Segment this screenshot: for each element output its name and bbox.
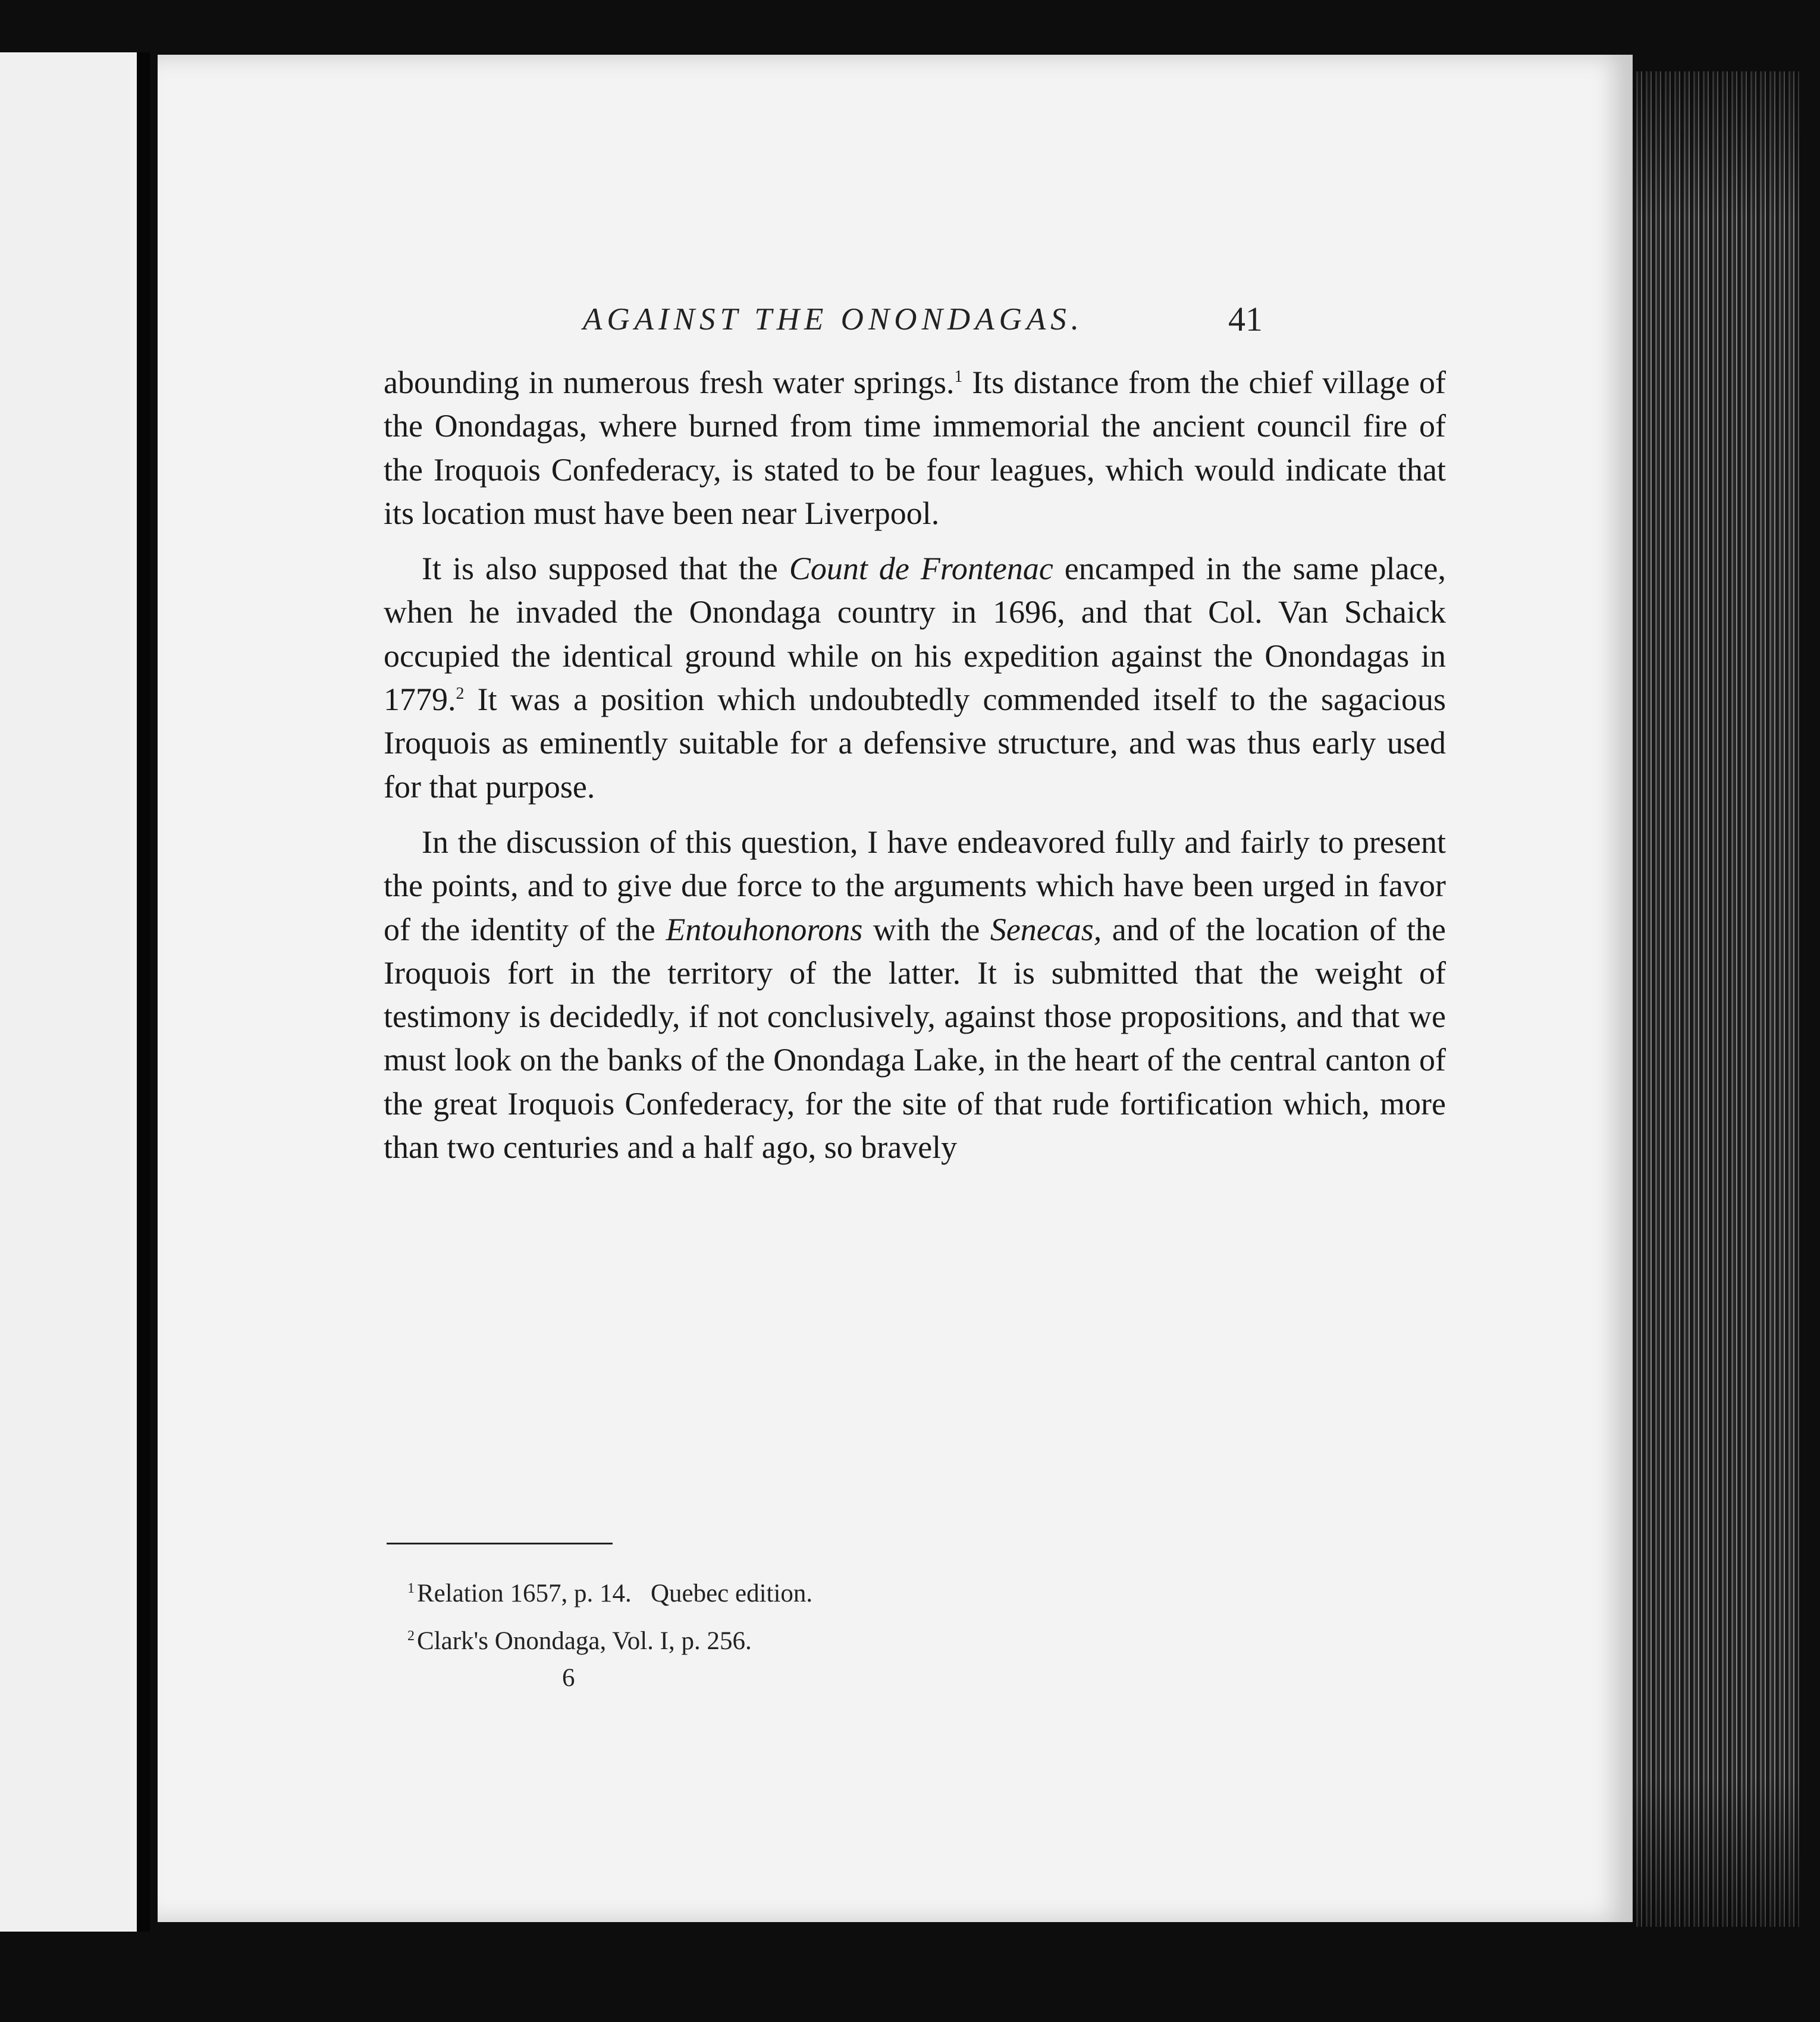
signature-mark: 6 (562, 1664, 575, 1692)
italic-name: Count de Frontenac (789, 551, 1053, 587)
facing-page-edge (0, 52, 150, 1932)
book-page (158, 55, 1633, 1922)
footnotes (407, 1570, 1240, 1665)
paragraph-3: In the discussion of this question, I have endeavored fully and fairly to present the points, and to give due force to the arguments which have been urged in favor of the identity of the Entouhonorons with the Senecas, and of the location of the Iroquois fort in the territory of the latter. It is submitted that the weight of testimony is decidedly, if not conclusively, against those propositions, and that we must look on the banks of the Onondaga Lake, in the heart of the central canton of the great Iroquois Confederacy, for the site of that rude fortification which, more than two centuries and a half ago, so bravely (384, 824, 1446, 1166)
running-head: AGAINST THE ONONDAGAS. (583, 302, 1084, 337)
page-header (158, 302, 1633, 349)
italic-name: Senecas, (990, 911, 1102, 947)
page-number: 41 (1228, 300, 1263, 338)
footnote-2: $^2$Clark's Onondaga, Vol. I, p. 256. (407, 1627, 752, 1655)
book-fore-edge (1633, 71, 1799, 1927)
footnote-ref-2: 2 (456, 685, 465, 704)
italic-name: Entouhonorons (666, 911, 863, 947)
body-text (384, 361, 1446, 1169)
footnote-1: $^1$Relation 1657, p. 14. Quebec edition. (407, 1580, 813, 1607)
footnote-ref-1: 1 (954, 368, 963, 386)
footnote-rule (387, 1543, 613, 1544)
paragraph-2: It is also supposed that the Count de Frontenac encamped in the same place, when he invaded the Onondaga country in 1696, and that Col. Van Schaick occupied the identical ground while on his expedition against the Onondagas in 1779.$^2$ It was a position which undoubtedly commended itself to the sagacious Iroquois as eminently suitable for a defensive structure, and was thus early used for that purpose. (384, 551, 1446, 805)
paragraph-1: abounding in numerous fresh water springs.$^1$ Its distance from the chief village of the Onondagas, where burned from time immemorial the ancient council fire of the Iroquois Confederacy, is stated to be four leagues, which would indicate that its location must have been near Liverpool. (384, 365, 1446, 531)
